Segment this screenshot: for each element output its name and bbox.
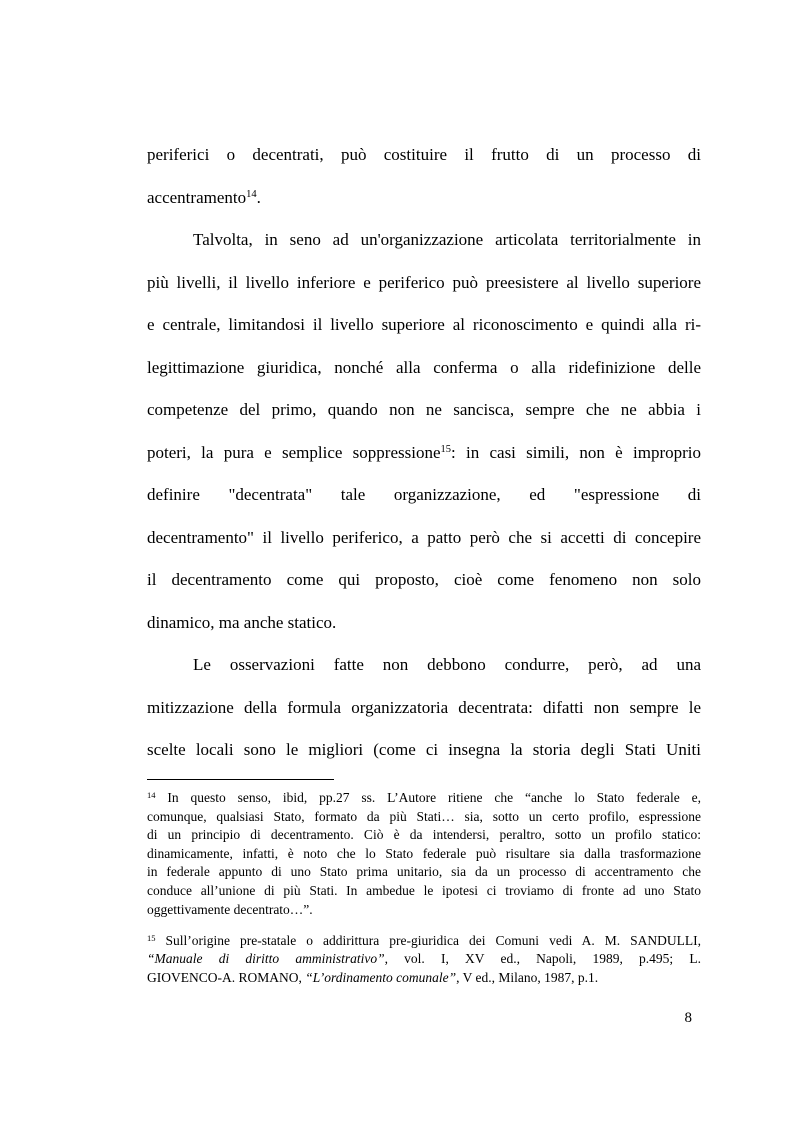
body-line: più livelli, il livello inferiore e periferico può preesistere al livello superiore	[147, 272, 701, 292]
footnote-14-line: conduce all’unione di più Stati. In ambedue le ipotesi ci troviamo di fronte ad uno Stato	[147, 882, 701, 898]
footnote-ref-14[interactable]: 14	[246, 188, 257, 200]
body-line: competenze del primo, quando non ne sancisca, sempre che ne abbia i	[147, 400, 701, 419]
body-text	[147, 134, 701, 772]
body-line: scelte locali sono le migliori (come ci insegna la storia degli Stati Uniti	[147, 740, 701, 759]
body-line: definire "decentrata" tale organizzazione, ed "espressione di	[147, 485, 701, 504]
body-line: periferici o decentrati, può costituire il frutto di un processo di	[147, 145, 701, 164]
footnote-15-line: $^{15}$ Sull’origine pre-statale o addirittura pre-giuridica dei Comuni vedi A. M. SANDULLI,	[147, 932, 701, 948]
body-line: poteri, la pura e semplice soppressione$^{15}$: in casi simili, non è improprio	[147, 442, 701, 462]
body-line: mitizzazione della formula organizzatoria decentrata: difatti non sempre le	[147, 697, 701, 717]
footnote-14-line: comunque, qualsiasi Stato, formato da più Stati… sia, sotto un certo profilo, espressione	[147, 808, 701, 824]
page-number: 8	[684, 1010, 692, 1026]
body-line: il decentramento come qui proposto, cioè come fenomeno non solo	[147, 570, 701, 589]
footnote-gap	[147, 919, 701, 932]
footnote-14-line: $^{14}$ In questo senso, ibid, pp.27 ss. L’Autore ritiene che “anche lo Stato federale e,	[147, 790, 701, 805]
footnote-14-line: di un principio di decentramento. Ciò è da intendersi, peraltro, sotto un profilo statico:	[147, 827, 701, 843]
body-line: accentramento$^{14}$.	[147, 187, 261, 207]
body-line: legittimazione giuridica, nonché alla conferma o alla ridefinizione delle	[147, 357, 701, 377]
body-line: decentramento" il livello periferico, a patto però che si accetti di concepire	[147, 527, 701, 547]
footnote-15-line: GIOVENCO-A. ROMANO, “L’ordinamento comunale”, V ed., Milano, 1987, p.1.	[147, 969, 599, 985]
footnote-15-line: “Manuale di diritto amministrativo”, vol. I, XV ed., Napoli, 1989, p.495; L.	[147, 951, 701, 967]
body-line: dinamico, ma anche statico.	[147, 612, 337, 632]
body-line: e centrale, limitandosi il livello superiore al riconoscimento e quindi alla ri-	[147, 315, 701, 334]
footnote-separator	[147, 779, 334, 780]
footnote-number-14: 14	[147, 790, 156, 800]
body-line: Talvolta, in seno ad un'organizzazione articolata territorialmente in	[193, 230, 701, 249]
body-line: Le osservazioni fatte non debbono condurre, però, ad una	[193, 655, 701, 674]
footnote-number-15: 15	[147, 932, 156, 943]
footnotes	[147, 789, 701, 987]
footnote-ref-15[interactable]: 15	[440, 443, 451, 455]
footnote-14-line: oggettivamente decentrato…”.	[147, 901, 313, 917]
footnote-14-line: in federale appunto di uno Stato prima unitario, sia da un processo di accentramento che	[147, 864, 701, 880]
footnote-14-line: dinamicamente, infatti, è noto che lo Stato federale può risultare sia dalla trasformazione	[147, 845, 701, 861]
